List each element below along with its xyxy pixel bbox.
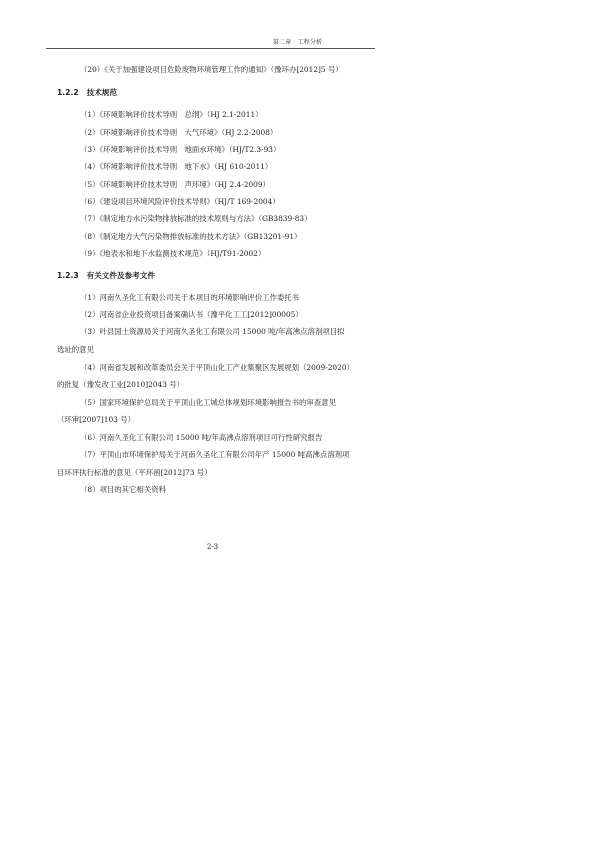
list-item: （6）《建设项目环境风险评价技术导则》（HJ/T 169-2004）	[80, 197, 280, 206]
list-item: （8）《制定地方大气污染物排放标准的技术方法》（GB13201-91）	[80, 232, 302, 241]
list-item: （7）《制定地方水污染物排放标准的技术原则与方法》（GB3839-83）	[80, 214, 312, 223]
section-number: 1.2.2	[57, 88, 79, 97]
list-item: （8）项目的其它相关资料	[80, 485, 167, 494]
list-item: （5）国家环境保护总局关于平顶山化工城总体规划环境影响报告书的审查意见	[80, 398, 336, 407]
page-number: 2-3	[206, 543, 219, 551]
list-item: （3）《环境影响评价技术导则 地面水环境》（HJ/T2.3-93）	[80, 145, 281, 154]
list-item: （4）《环境影响评价技术导则 地下水》（HJ 610-2011）	[80, 162, 273, 171]
list-item: （2）河南省企业投资项目备案确认书（豫平化工工[2012]00005）	[80, 310, 303, 319]
list-item: （7）平顶山市环境保护局关于河南久圣化工有限公司年产 15000 吨高沸点溶剂项	[80, 450, 350, 459]
list-item: （1）河南久圣化工有限公司关于本项目的环境影响评价工作委托书	[80, 293, 300, 302]
list-item: （5）《环境影响评价技术导则 声环境》（HJ 2.4-2009）	[80, 180, 270, 189]
section-number: 1.2.3	[57, 271, 79, 280]
list-item: （4）河南省发展和改革委员会关于平顶山化工产业集聚区发展规划（2009-2020）	[80, 363, 354, 372]
section-heading-tech-standards	[57, 87, 117, 98]
header-title: 第二章 工程分析	[272, 39, 323, 46]
list-item-continuation: 目环评执行标准的意见（平环函[2012]73 号）	[57, 468, 212, 477]
list-item: （1）《环境影响评价技术导则 总纲》（HJ 2.1-2011）	[80, 110, 263, 119]
list-item: （3）叶县国土资源局关于河南久圣化工有限公司 15000 吨/年高沸点溶剂项目拟	[80, 327, 345, 336]
list-item-continuation: 选址的意见	[57, 345, 94, 354]
list-item: （9）《地表水和地下水监测技术规范》（HJ/T91-2002）	[80, 249, 266, 258]
list-item: （2）《环境影响评价技术导则 大气环境》（HJ 2.2-2008）	[80, 128, 278, 137]
list-item: （20）《关于加强建设项目危险废物环境管理工作的通知》（豫环办[2012]5 号）	[80, 65, 343, 74]
header-rule	[46, 48, 375, 49]
list-item-continuation: （环审[2007]103 号）	[57, 415, 135, 424]
section-title: 技术规范	[86, 88, 117, 97]
section-heading-related-docs	[57, 270, 155, 281]
section-title: 有关文件及参考文件	[86, 271, 155, 280]
list-item-continuation: 的批复（豫发改工业[2010]2043 号）	[57, 380, 185, 389]
list-item: （6）河南久圣化工有限公司 15000 吨/年高沸点溶剂项目可行性研究报告	[80, 433, 323, 442]
